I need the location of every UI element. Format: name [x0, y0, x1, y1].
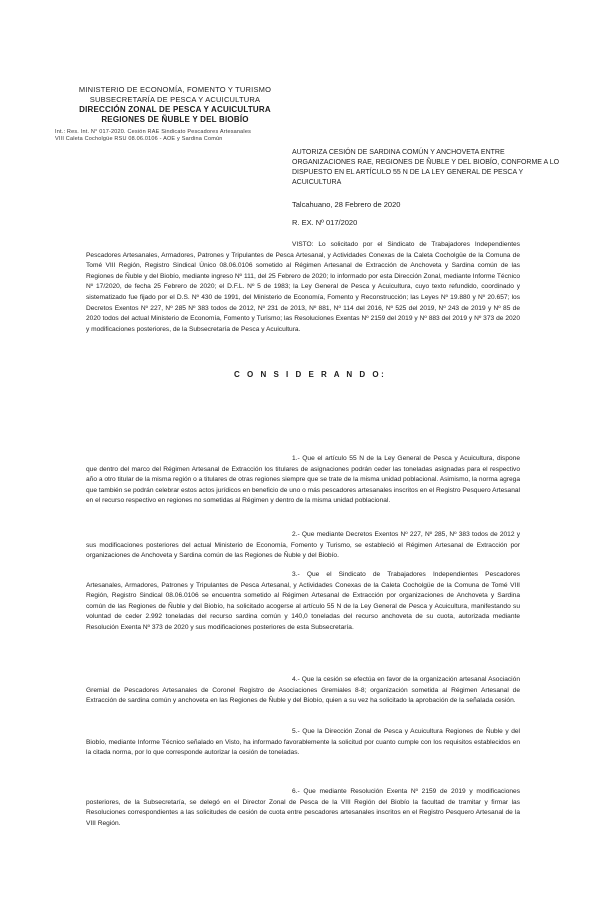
ministry-line: MINISTERIO DE ECONOMÍA, FOMENTO Y TURISMO	[78, 85, 272, 94]
considerando-1: 1.- Que el artículo 55 N de la Ley General de Pesca y Acuicultura, dispone que dentro del marco del Régimen Artesanal de Extracción los titulares de asignaciones podrán ceder las toneladas asignadas para el respectivo año a otro titular de la misma región o a titulares de otras regiones siempre que se trate de la misma unidad poblacional. Asimismo, la norma agrega que también se podrán celebrar estos actos jurídicos en beneficio de uno o más pescadores artesanales inscritos en el Registro Pesquero Artesanal en el recurso respectivo en regiones no sometidas al Régimen y dentro de la misma unidad poblacional.	[86, 455, 520, 505]
place-date: Talcahuano, 28 Febrero de 2020	[292, 200, 401, 209]
considerando-heading: C O N S I D E R A N D O:	[234, 370, 387, 379]
regions-line: REGIONES DE ÑUBLE Y DEL BIOBÍO	[101, 115, 249, 124]
letterhead	[55, 85, 295, 143]
subsecretary-line: SUBSECRETARÍA DE PESCA Y ACUICULTURA	[89, 95, 261, 104]
visto-paragraph: VISTO: Lo solicitado por el Sindicato de Trabajadores Independientes Pescadores Artesanales, Armadores, Patrones y Tripulantes de Pesca Artesanal, y Actividades Conexas de la Caleta Cocholgüe de la Comuna de Tomé VIII Región, Registro Sindical Único 08.06.0106 sometido al Régimen Artesanal de Extracción de Anchoveta y Sardina común de las Regiones de Ñuble y del Biobío, mediante ingreso Nº 111, del 25 Febrero de 2020; lo informado por esta Dirección Zonal, mediante Informe Técnico Nº 17/2020, de fecha 25 Febrero de 2020; el D.F.L. Nº 5 de 1983; la Ley General de Pesca y Acuicultura, cuyo texto refundido, coordinado y sistematizado fue fijado por el D.S. Nº 430 de 1991, del Ministerio de Economía, Fomento y Reconstrucción; las Leyes Nº 19.880 y Nº 20.657; los Decretos Exentos Nº 227, Nº 285 Nº 383 todos de 2012, Nº 231 de 2013, Nº 881, Nº 114 del 2016, Nº 525 del 2019, Nº 243 de 2019 y Nº 85 de 2020 todos del actual Ministerio de Economía, Fomento y Turismo; las Resoluciones Exentas Nº 2159 del 2019 y Nº 883 del 2019 y Nº 373 de 2020 y modificaciones posteriores, de la Subsecretaría de Pesca y Acuicultura.	[86, 241, 520, 333]
considerando-3: 3.- Que el Sindicato de Trabajadores Independientes Pescadores Artesanales, Armadores, Patrones y Tripulantes de Pesca Artesanal, y Actividades Conexas de la Caleta Cocholgüe de la Comuna de Tomé VIII Región, Registro Sindical 08.06.0106 se encuentra sometido al Régimen Artesanal de Extracción por organizaciones de Anchoveta y Sardina común de las Regiones de Ñuble y del Biobío, ha solicitado acogerse al artículo 55 N de la Ley General de Pesca y Acuicultura, manifestando su voluntad de ceder 2.992 toneladas del recurso sardina común y 140,0 toneladas del recurso anchoveta de su cuota, autorizada mediante Resolución Exenta Nº 373 de 2020 y sus modificaciones posteriores de esta Subsecretaría.	[86, 571, 520, 631]
zonal-direction-line: DIRECCIÓN ZONAL DE PESCA Y ACUICULTURA	[79, 105, 271, 114]
resolution-subject: AUTORIZA CESIÓN DE SARDINA COMÚN Y ANCHOVETA ENTRE ORGANIZACIONES RAE, REGIONES DE ÑUBLE Y DEL BIOBÍO, CONFORME A LO DISPUESTO EN EL ARTÍCULO 55 N DE LA LEY GENERAL DE PESCA Y ACUICULTURA	[292, 149, 560, 186]
considerando-2: 2.- Que mediante Decretos Exentos Nº 227, Nº 285, Nº 383 todos de 2012 y sus modificaciones posteriores del actual Ministerio de Economía, Fomento y Turismo, se estableció el Régimen Artesanal de Extracción por organizaciones de Anchoveta y Sardina común de las Regiones de Ñuble y del Biobío.	[86, 531, 520, 560]
resolution-number: R. EX. Nº 017/2020	[292, 218, 358, 227]
reference-line-1: Int.: Res. Int. N° 017-2020. Cesión RAE Sindicato Pescadores Artesanales	[55, 129, 252, 135]
considerando-4: 4.- Que la cesión se efectúa en favor de la organización artesanal Asociación Gremial de Pescadores Artesanales de Coronel Registro de Asociaciones Gremiales 8-8; organización sometida al Régimen Artesanal de Extracción de sardina común y anchoveta en las Regiones de Ñuble y del Biobío, quien a su vez ha solicitado la aprobación de la señalada cesión.	[86, 676, 520, 705]
considerando-6: 6.- Que mediante Resolución Exenta Nº 2159 de 2019 y modificaciones posteriores, de la Subsecretaría, se delegó en el Director Zonal de Pesca de la VIII Región del Biobío la facultad de tramitar y firmar las Resoluciones correspondientes a las solicitudes de cesión de cuota entre pescadores artesanales inscritos en el Registro Pesquero Artesanal de la VIII Región.	[86, 788, 520, 827]
considerando-5: 5.- Que la Dirección Zonal de Pesca y Acuicultura Regiones de Ñuble y del Biobío, mediante Informe Técnico señalado en Visto, ha informado favorablemente la solicitud por cuanto cumple con los requisitos establecidos en la citada norma, por lo que corresponde autorizar la cesión de toneladas.	[86, 728, 520, 757]
reference-line-2: VIII Caleta Cocholgüe RSU 08.06.0106 - AOE y Sardina Común	[55, 136, 223, 142]
